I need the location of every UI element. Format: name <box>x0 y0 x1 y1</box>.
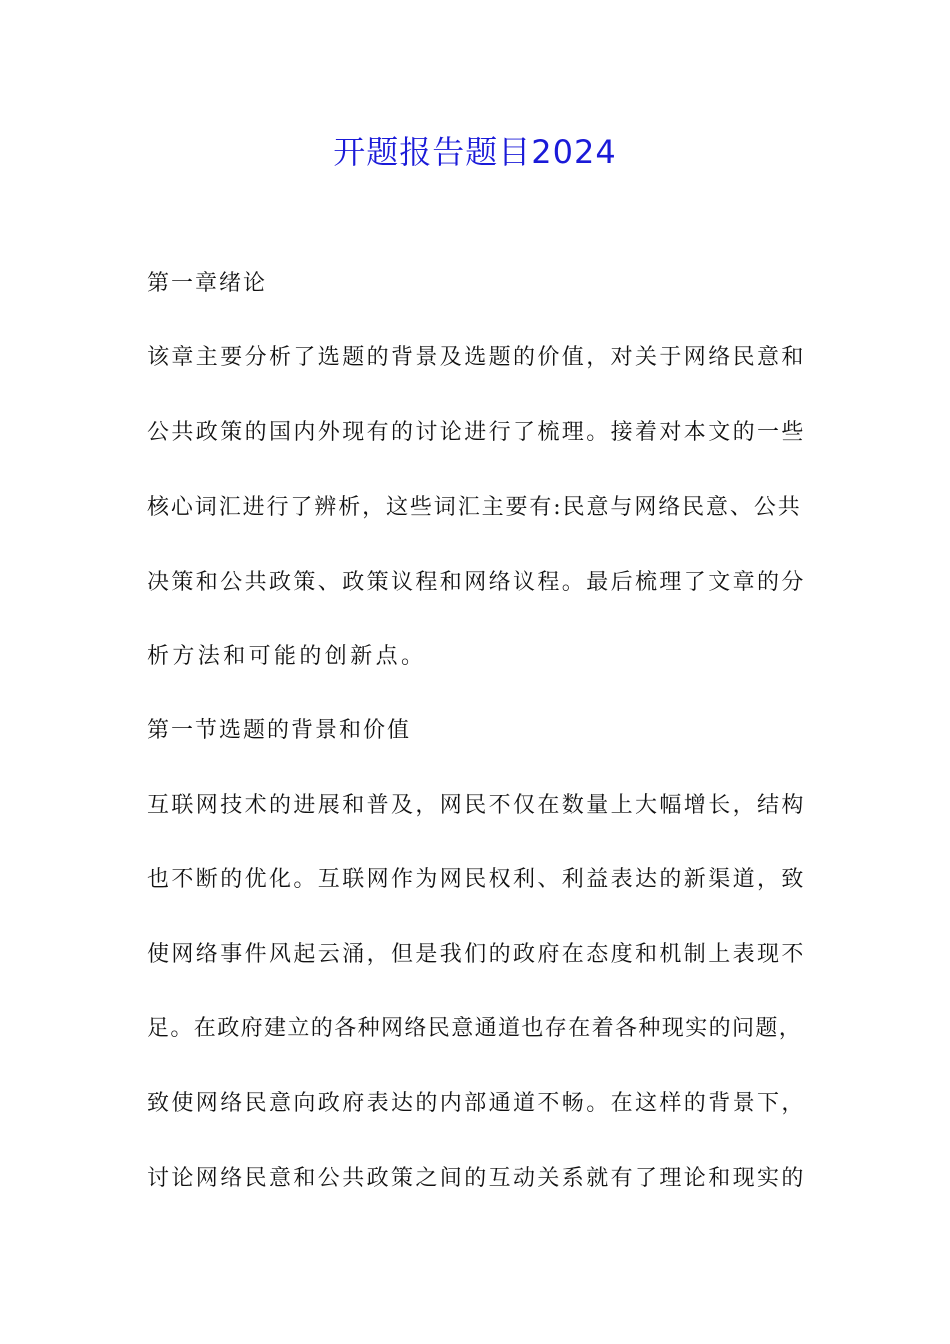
paragraph-line: 使网络事件风起云涌，但是我们的政府在态度和机制上表现不 <box>147 942 806 967</box>
paragraph-line: 互联网技术的进展和普及，网民不仅在数量上大幅增长，结构 <box>147 793 806 818</box>
section-heading: 第一节选题的背景和价值 <box>147 718 412 743</box>
paragraph-line: 讨论网络民意和公共政策之间的互动关系就有了理论和现实的 <box>147 1166 806 1191</box>
paragraph-line: 核心词汇进行了辨析，这些词汇主要有:民意与网络民意、公共 <box>147 495 802 520</box>
paragraph-line: 公共政策的国内外现有的讨论进行了梳理。接着对本文的一些 <box>147 420 806 445</box>
paragraph-line: 致使网络民意向政府表达的内部通道不畅。在这样的背景下， <box>147 1091 806 1116</box>
paragraph-line: 析方法和可能的创新点。 <box>147 644 427 669</box>
paragraph-line: 决策和公共政策、政策议程和网络议程。最后梳理了文章的分 <box>147 570 806 595</box>
chapter-heading: 第一章绪论 <box>147 271 268 296</box>
paragraph-line: 足。在政府建立的各种网络民意通道也存在着各种现实的问题， <box>147 1016 803 1041</box>
document-title: 开题报告题目2024 <box>333 133 617 171</box>
paragraph-line: 该章主要分析了选题的背景及选题的价值，对关于网络民意和 <box>147 345 806 370</box>
paragraph-line: 也不断的优化。互联网作为网民权利、利益表达的新渠道，致 <box>147 867 806 892</box>
